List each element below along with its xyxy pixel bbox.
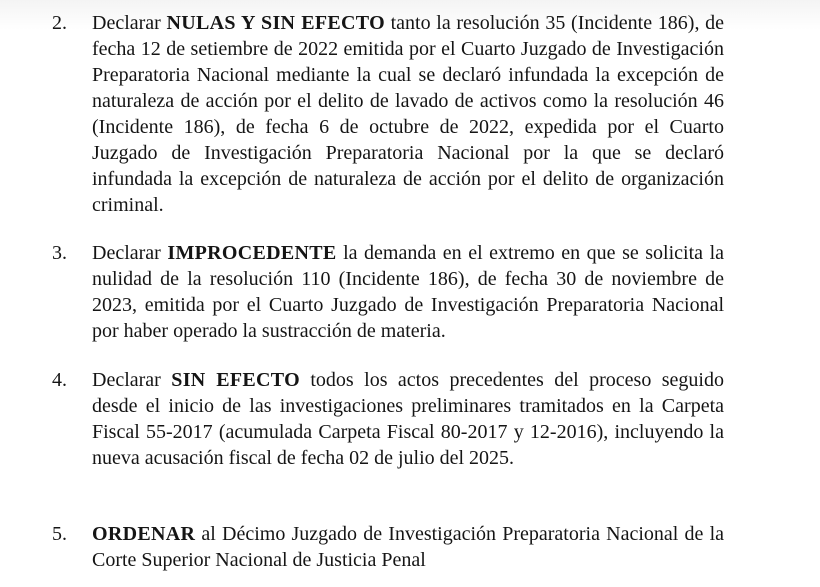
resolution-item-3 bbox=[52, 240, 724, 344]
item-number: 5. bbox=[52, 523, 67, 545]
item-text-lead: Declarar bbox=[92, 12, 167, 34]
item-emphasis: SIN EFECTO bbox=[171, 369, 300, 391]
resolution-item-4 bbox=[52, 367, 724, 471]
item-text bbox=[92, 240, 724, 344]
item-text-body: todos los actos precedentes del proceso seguido desde el inicio de las investigaciones preliminares tramitados en la Carpeta Fiscal 55-2017 (acumulada Carpeta Fiscal 80-2017 y 12-2016), incluyendo la nueva acusación fiscal de fecha 02 de julio del 2025. bbox=[92, 369, 724, 469]
item-text-lead: Declarar bbox=[92, 369, 172, 391]
item-text-body: tanto la resolución 35 (Incidente 186), de fecha 12 de setiembre de 2022 emitida por el Cuarto Juzgado de Investigación Preparatoria Nacional mediante la cual se declaró infundada la excepción de naturaleza de acción por el delito de lavado de activos como la resolución 46 (Incidente 186), de fecha 6 de octubre de 2022, expedida por el Cuarto Juzgado de Investigación Preparatoria Nacional por la que se declaró infundada la excepción de naturaleza de acción por el delito de organización criminal. bbox=[92, 12, 724, 216]
item-number: 4. bbox=[52, 369, 67, 391]
item-text-body: la demanda en el extremo en que se solicita la nulidad de la resolución 110 (Incidente 186), de fecha 30 de noviembre de 2023, emitida por el Cuarto Juzgado de Investigación Preparatoria Nacional por haber operado la sustracción de materia. bbox=[92, 242, 725, 342]
item-text-body: al Décimo Juzgado de Investigación Preparatoria Nacional de la Corte Superior Nacional de Justicia Penal bbox=[92, 523, 724, 571]
item-number: 2. bbox=[52, 12, 67, 34]
item-text bbox=[92, 367, 724, 471]
item-emphasis: IMPROCEDENTE bbox=[167, 242, 337, 264]
item-emphasis: ORDENAR bbox=[92, 523, 196, 545]
item-number: 3. bbox=[52, 242, 67, 264]
resolution-item-5 bbox=[52, 521, 724, 573]
resolution-item-2 bbox=[52, 10, 724, 218]
item-emphasis: NULAS Y SIN EFECTO bbox=[166, 12, 385, 34]
item-text bbox=[92, 10, 724, 218]
item-text-lead: Declarar bbox=[92, 242, 168, 264]
item-text bbox=[92, 521, 724, 573]
